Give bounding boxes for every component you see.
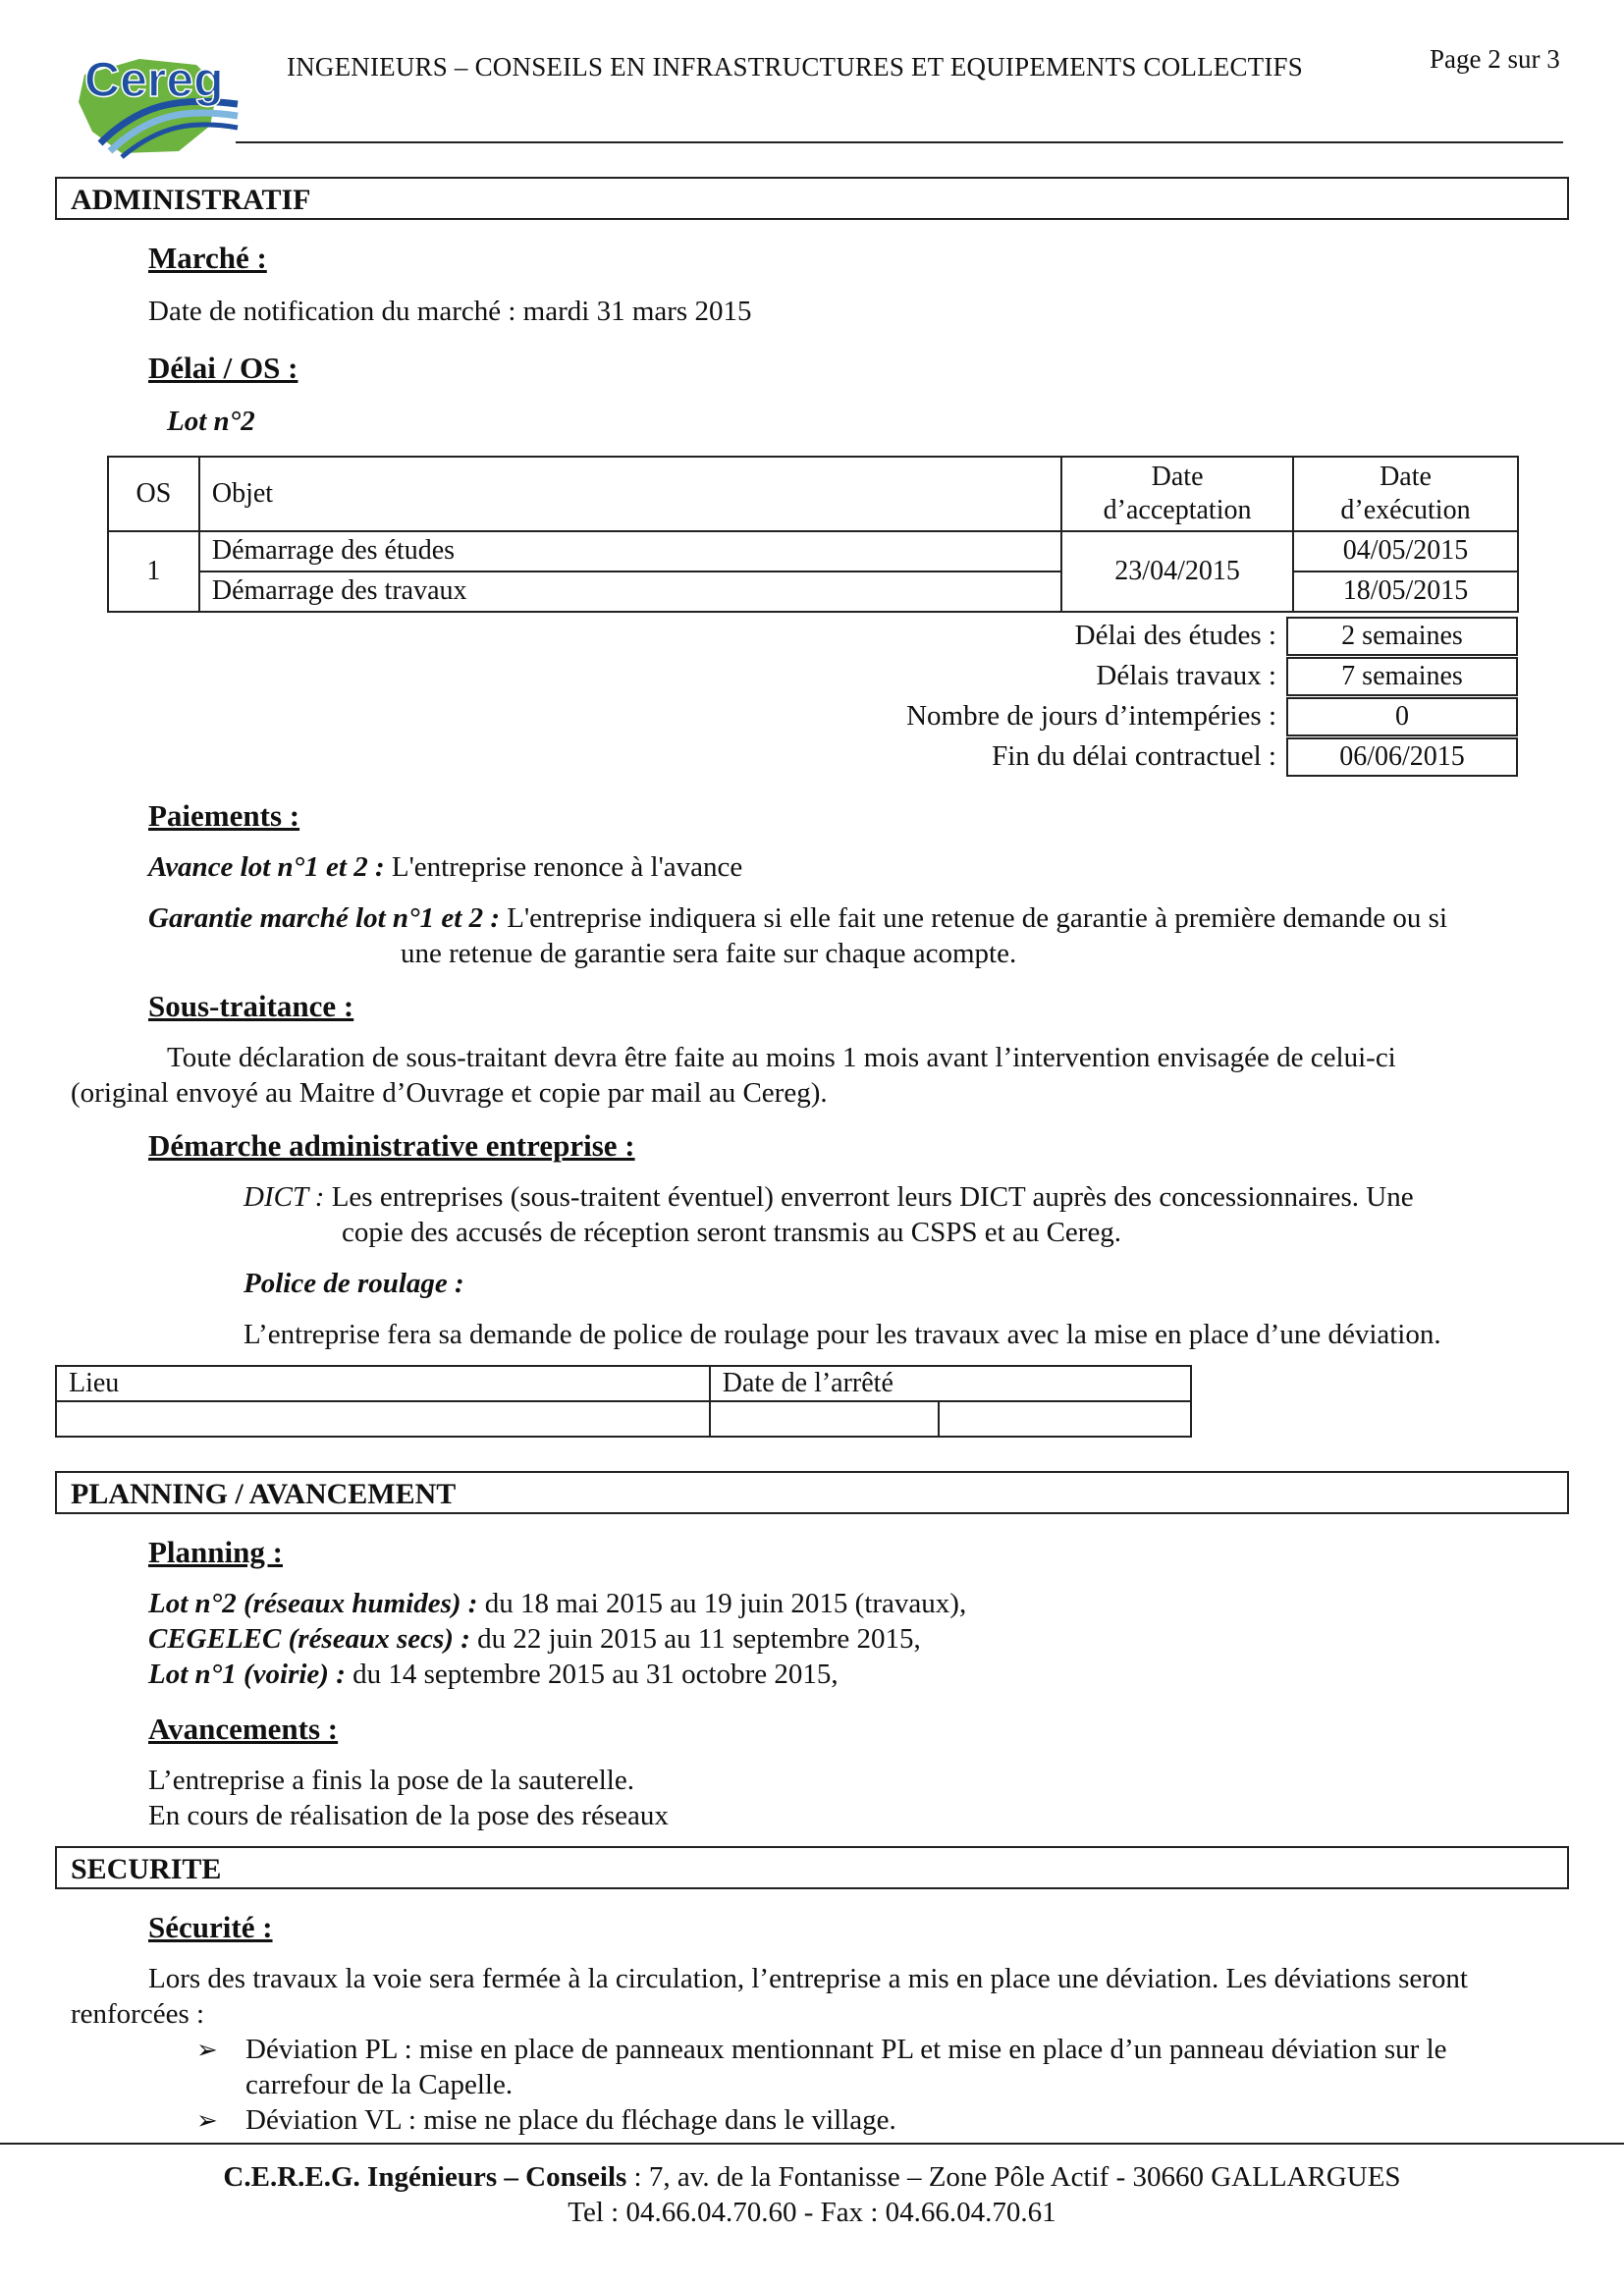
summary-row-fin-delai xyxy=(0,739,1276,774)
garantie-text-continued: une retenue de garantie sera faite sur chaque acompte. xyxy=(401,938,1017,969)
os-table xyxy=(107,456,1519,613)
sous-traitance-text: Toute déclaration de sous-traitant devra être faite au moins 1 mois avant l’intervention envisagée de celui-ci xyxy=(167,1042,1396,1073)
section-securite xyxy=(55,1846,1569,1889)
header-title: INGENIEURS – CONSEILS EN INFRASTRUCTURES ET EQUIPEMENTS COLLECTIFS xyxy=(287,52,1303,82)
cereg-logo-icon xyxy=(71,35,240,161)
date-cell xyxy=(710,1401,940,1437)
acceptation-date: 23/04/2015 xyxy=(1061,531,1293,612)
planning-item-label: CEGELEC (réseaux secs) : xyxy=(148,1623,470,1655)
section-administratif xyxy=(55,177,1569,220)
avance-line xyxy=(148,850,742,885)
section-title: PLANNING / AVANCEMENT xyxy=(71,1478,457,1510)
bullet-item-continued: carrefour de la Capelle. xyxy=(245,2069,514,2100)
dict-text: Les entreprises (sous-traitent éventuel) enverront leurs DICT auprès des concessionnaires. Une xyxy=(331,1181,1414,1213)
footer-company: C.E.R.E.G. Ingénieurs – Conseils xyxy=(223,2161,627,2193)
summary-value: 2 semaines xyxy=(1286,617,1518,656)
dict-label: DICT : xyxy=(244,1181,325,1213)
date-cell xyxy=(939,1401,1191,1437)
summary-label: Délai des études : xyxy=(1074,620,1276,651)
summary-value: 0 xyxy=(1286,697,1518,736)
marche-heading: Marché : xyxy=(148,241,267,275)
summary-label: Fin du délai contractuel : xyxy=(992,740,1276,772)
garantie-line xyxy=(148,901,1447,936)
bullet-arrow-icon: ➢ xyxy=(196,2036,218,2064)
police-label: Police de roulage : xyxy=(244,1268,464,1299)
table-header-row xyxy=(56,1366,1191,1401)
securite-text: Lors des travaux la voie sera fermée à la circulation, l’entreprise a mis en place une déviation. Les déviations seront xyxy=(148,1963,1468,1994)
summary-row-etudes xyxy=(0,619,1276,653)
footer-contact: Tel : 04.66.04.70.60 - Fax : 04.66.04.70.61 xyxy=(568,2197,1056,2228)
objet-cell: Démarrage des études xyxy=(199,531,1061,572)
section-title: SECURITE xyxy=(71,1853,222,1885)
planning-item-text: du 18 mai 2015 au 19 juin 2015 (travaux), xyxy=(477,1588,967,1619)
paiements-heading: Paiements : xyxy=(148,798,300,833)
summary-value: 06/06/2015 xyxy=(1286,737,1518,777)
lieu-header: Lieu xyxy=(56,1366,710,1401)
os-number: 1 xyxy=(108,531,199,612)
execution-date: 04/05/2015 xyxy=(1293,531,1518,572)
acceptation-header: Date d’acceptation xyxy=(1061,457,1293,531)
company-logo xyxy=(71,35,240,161)
page-number: Page 2 sur 3 xyxy=(1430,44,1560,74)
logo-text: Cereg xyxy=(84,52,224,107)
summary-value: 7 semaines xyxy=(1286,657,1518,696)
objet-cell: Démarrage des travaux xyxy=(199,572,1061,612)
dict-line xyxy=(244,1180,1414,1215)
bullet-arrow-icon: ➢ xyxy=(196,2106,218,2135)
table-row xyxy=(108,531,1518,572)
delai-heading: Délai / OS : xyxy=(148,351,298,385)
summary-row-intemperies xyxy=(0,699,1276,734)
planning-item-text: du 22 juin 2015 au 11 septembre 2015, xyxy=(469,1623,921,1655)
sous-traitance-heading: Sous-traitance : xyxy=(148,989,354,1023)
securite-heading: Sécurité : xyxy=(148,1910,273,1944)
bullet-item: Déviation PL : mise en place de panneaux mentionnant PL et mise en place d’un panneau déviation sur le xyxy=(245,2034,1447,2065)
garantie-text: L'entreprise indiquera si elle fait une retenue de garantie à première demande ou si xyxy=(507,902,1447,934)
sous-traitance-text-continued: (original envoyé au Maitre d’Ouvrage et copie par mail au Cereg). xyxy=(71,1077,828,1109)
footer-divider xyxy=(0,2143,1624,2145)
planning-item-text: du 14 septembre 2015 au 31 octobre 2015, xyxy=(345,1659,839,1690)
execution-header: Date d’exécution xyxy=(1293,457,1518,531)
planning-heading: Planning : xyxy=(148,1535,283,1569)
lot-label: Lot n°2 xyxy=(167,406,255,437)
avancement-line: L’entreprise a finis la pose de la sauterelle. xyxy=(148,1765,634,1796)
table-row xyxy=(108,572,1518,612)
planning-item xyxy=(148,1658,839,1692)
table-header-row xyxy=(108,457,1518,531)
table-row xyxy=(56,1401,1191,1437)
bullet-item: Déviation VL : mise ne place du fléchage dans le village. xyxy=(245,2104,896,2136)
avancements-heading: Avancements : xyxy=(148,1712,339,1746)
avance-label: Avance lot n°1 et 2 : xyxy=(148,851,385,883)
avancement-line: En cours de réalisation de la pose des réseaux xyxy=(148,1800,669,1831)
objet-header: Objet xyxy=(199,457,1061,531)
demarche-heading: Démarche administrative entreprise : xyxy=(148,1128,635,1163)
section-planning xyxy=(55,1471,1569,1514)
garantie-label: Garantie marché lot n°1 et 2 : xyxy=(148,902,500,934)
dict-text-continued: copie des accusés de réception seront transmis au CSPS et au Cereg. xyxy=(342,1217,1122,1248)
os-header: OS xyxy=(108,457,199,531)
lieu-cell xyxy=(56,1401,710,1437)
summary-label: Délais travaux : xyxy=(1096,660,1276,691)
footer-address xyxy=(0,2160,1624,2195)
summary-label: Nombre de jours d’intempéries : xyxy=(906,700,1276,732)
summary-row-travaux xyxy=(0,659,1276,693)
date-arrete-header: Date de l’arrêté xyxy=(710,1366,1191,1401)
marche-text: Date de notification du marché : mardi 31 mars 2015 xyxy=(148,296,752,327)
planning-item-label: Lot n°1 (voirie) : xyxy=(148,1659,346,1690)
header-divider xyxy=(236,141,1563,143)
police-text: L’entreprise fera sa demande de police de roulage pour les travaux avec la mise en place d’une déviation. xyxy=(244,1319,1441,1350)
lieu-table xyxy=(55,1365,1192,1438)
footer-address-text: : 7, av. de la Fontanisse – Zone Pôle Actif - 30660 GALLARGUES xyxy=(626,2161,1401,2193)
avance-text: L'entreprise renonce à l'avance xyxy=(391,851,743,883)
planning-item xyxy=(148,1587,966,1621)
planning-item xyxy=(148,1622,921,1657)
planning-item-label: Lot n°2 (réseaux humides) : xyxy=(148,1588,478,1619)
execution-date: 18/05/2015 xyxy=(1293,572,1518,612)
section-title: ADMINISTRATIF xyxy=(71,184,311,216)
securite-text-continued: renforcées : xyxy=(71,1998,205,2030)
